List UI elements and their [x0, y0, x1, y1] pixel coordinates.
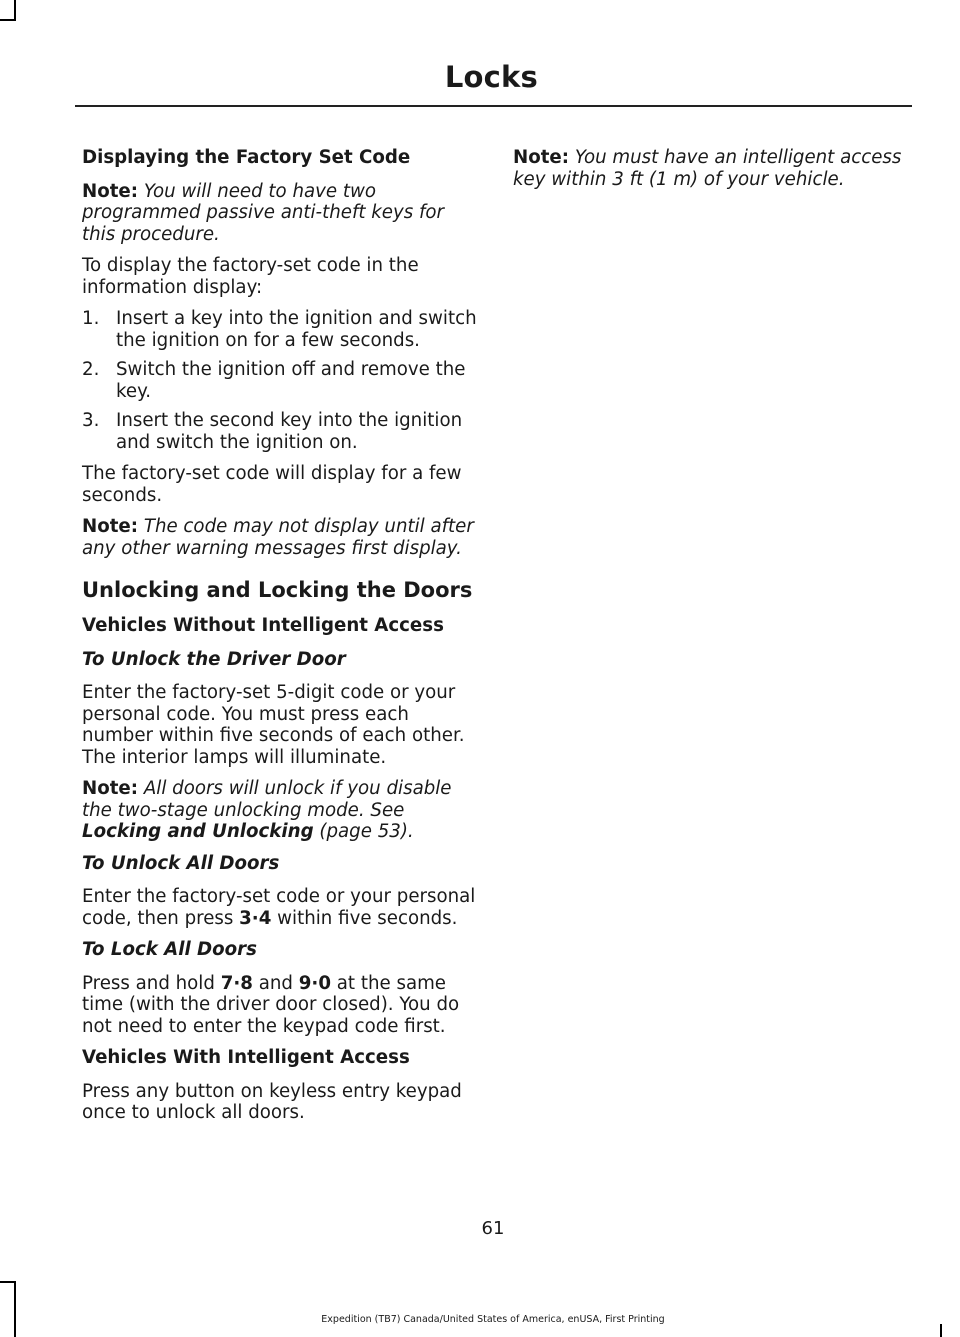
intro-paragraph: To display the factory-set code in the information display:: [82, 255, 419, 298]
crop-mark-top-left-h: [0, 19, 16, 21]
note-text: You must have an intelligent access key within 3 ft (1 m) of your vehicle.: [513, 147, 902, 190]
page-number: 61: [481, 1218, 505, 1239]
subheading-without-intelligent-access: Vehicles Without Intelligent Access: [82, 615, 444, 636]
unlock-driver-paragraph: Enter the factory-set 5-digit code or your personal code. You must press each number within five seconds of each other. The interior lamps will illuminate.: [82, 682, 465, 768]
lock-all-paragraph: [82, 973, 477, 1038]
subheading-with-intelligent-access: Vehicles With Intelligent Access: [82, 1047, 410, 1068]
note-two-keys: [82, 181, 477, 246]
steps-list: [82, 308, 477, 453]
with-access-paragraph: Press any button on keyless entry keypad once to unlock all doors.: [82, 1080, 462, 1123]
section-heading-unlocking: Unlocking and Locking the Doors: [82, 578, 473, 602]
unlock-all-paragraph: [82, 886, 477, 929]
keypad-key-34: 3·4: [239, 907, 272, 929]
display-paragraph: The factory-set code will display for a few seconds.: [82, 463, 462, 506]
note-text: You will need to have two programmed passive anti-theft keys for this procedure.: [82, 180, 445, 245]
step-number: 2.: [82, 359, 100, 380]
section-heading-factory-code: Displaying the Factory Set Code: [82, 147, 411, 168]
left-column: [82, 147, 477, 1134]
list-item: [82, 359, 477, 402]
note-two-stage: [82, 778, 477, 843]
header-rule: [75, 105, 912, 107]
crop-mark-bottom-right-v: [940, 1324, 942, 1337]
keypad-key-78: 7·8: [220, 972, 253, 994]
note-label: Note:: [82, 180, 139, 202]
crop-mark-top-left-v: [14, 0, 16, 20]
step-number: 3.: [82, 410, 100, 431]
text-run: Enter the factory-set code or your personal code, then press: [82, 886, 476, 929]
step-text: Insert a key into the ignition and switch the ignition on for a few seconds.: [116, 308, 477, 351]
heading-lock-all-doors: To Lock All Doors: [82, 939, 257, 960]
footer-text: Expedition (TB7) Canada/United States of America, enUSA, First Printing: [321, 1314, 665, 1325]
crop-mark-bottom-left-h: [0, 1281, 16, 1283]
locking-unlocking-link[interactable]: Locking and Unlocking: [82, 821, 314, 842]
page-reference: (page 53).: [319, 821, 414, 842]
heading-unlock-driver-door: To Unlock the Driver Door: [82, 648, 346, 670]
text-run: Press and hold: [82, 972, 215, 994]
text-run: and: [258, 972, 293, 994]
step-text: Switch the ignition off and remove the key.: [116, 359, 466, 402]
text-run: within five seconds.: [277, 907, 458, 929]
note-label: Note:: [82, 778, 139, 799]
keypad-key-90: 9·0: [298, 972, 331, 994]
note-intelligent-key: [513, 147, 909, 190]
list-item: [82, 410, 477, 453]
note-label: Note:: [82, 516, 139, 537]
right-column: [513, 147, 909, 200]
text-run: at the same time (with the driver door closed). You do not need to enter the keypad code first.: [82, 972, 460, 1037]
list-item: [82, 308, 477, 351]
note-label: Note:: [513, 147, 570, 168]
step-text: Insert the second key into the ignition and switch the ignition on.: [116, 410, 463, 453]
note-text: The code may not display until after any other warning messages first display.: [82, 516, 474, 559]
step-number: 1.: [82, 308, 100, 329]
note-warning-messages: [82, 516, 477, 559]
crop-mark-bottom-left-v: [14, 1281, 16, 1337]
note-text: All doors will unlock if you disable the two-stage unlocking mode. See: [82, 778, 452, 821]
heading-unlock-all-doors: To Unlock All Doors: [82, 852, 280, 874]
page-header-title: Locks: [444, 60, 538, 94]
